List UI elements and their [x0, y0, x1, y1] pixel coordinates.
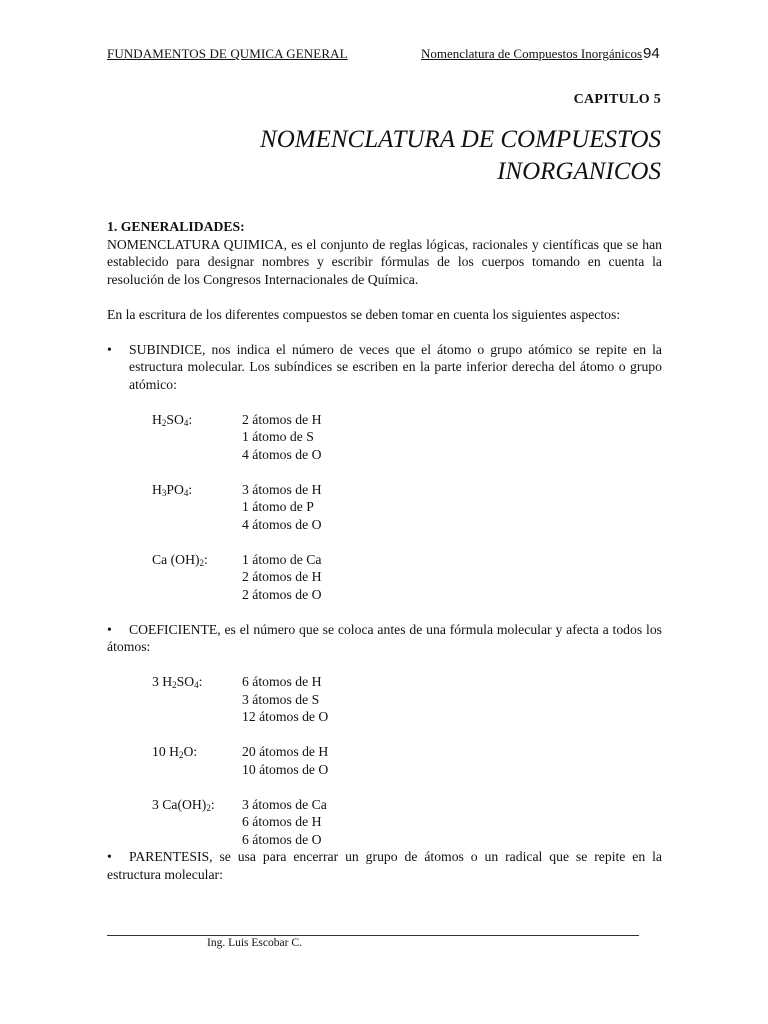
section-heading: 1. GENERALIDADES:: [107, 219, 245, 234]
formula: Ca $(OH)_2$:: [152, 551, 208, 568]
example-subindice-1: [152, 411, 662, 464]
formula: 10 $H_2O$:: [152, 744, 198, 760]
example-subindice-3: [152, 551, 662, 604]
atom-count: 6 átomos de H: [242, 674, 322, 689]
atom-count: 1 átomo de P: [242, 499, 314, 514]
atom-count: 6 átomos de H: [242, 814, 322, 829]
page-number: 94: [643, 45, 660, 62]
bullet-coeficiente-text: COEFICIENTE, es el número que se coloca antes de una fórmula molecular y afecta a todos los átomos:: [107, 621, 662, 654]
paragraph-definition: NOMENCLATURA QUIMICA, es el conjunto de reglas lógicas, racionales y científicas que se han establecido para designar nombres y escribir fórmulas de los cuerpos tomando en cuenta la resolución de los Congresos Internacionales de Química.: [107, 236, 662, 287]
atom-count: 20 átomos de H: [242, 744, 329, 759]
footer-author: Ing. Luis Escobar C.: [207, 937, 302, 949]
atom-count: 2 átomos de H: [242, 569, 322, 584]
running-header-book-title: FUNDAMENTOS DE QUMICA GENERAL: [107, 46, 348, 61]
chapter-label: CAPITULO 5: [573, 92, 661, 107]
atom-count: 2 átomos de H: [242, 411, 322, 427]
example-coeficiente-3: [152, 796, 662, 849]
bullet-icon: •: [107, 621, 112, 637]
example-coeficiente-2: [152, 743, 662, 778]
atom-count: 3 átomos de H: [242, 481, 322, 497]
atom-count: 4 átomos de O: [242, 516, 322, 532]
paragraph-aspects: En la escritura de los diferentes compuestos se deben tomar en cuenta los siguientes aspectos:: [107, 306, 621, 322]
formula: 3 $Ca(OH)_2$:: [152, 796, 215, 813]
chapter-title: [141, 124, 661, 188]
running-header-chapter-title: Nomenclatura de Compuestos Inorgánicos: [421, 46, 643, 61]
example-subindice-2: [152, 481, 662, 534]
atom-count: 3 átomos de S: [242, 691, 320, 707]
bullet-icon: •: [107, 849, 112, 864]
atom-count: 3 átomos de Ca: [242, 796, 327, 812]
bullet-parentesis-text: PARENTESIS, se usa para encerrar un grupo de átomos o un radical que se repite en la estructura molecular:: [107, 849, 662, 882]
chapter-title-line-1: NOMENCLATURA DE COMPUESTOS: [260, 126, 661, 153]
bullet-coeficiente: [107, 621, 662, 656]
example-coeficiente-1: [152, 673, 662, 726]
formula: $H_2SO_4$:: [152, 411, 193, 428]
atom-count: 1 átomo de Ca: [242, 551, 322, 567]
formula: $H_3PO_4$:: [152, 481, 193, 498]
footer-rule: [107, 935, 639, 936]
atom-count: 6 átomos de O: [242, 831, 322, 847]
atom-count: 2 átomos de O: [242, 586, 322, 602]
page-body: [107, 218, 662, 883]
atom-count: 10 átomos de O: [242, 761, 329, 777]
bullet-icon: •: [107, 341, 112, 357]
atom-count: 1 átomo de S: [242, 429, 314, 444]
formula: 3 $H_2SO_4$:: [152, 674, 203, 690]
atom-count: 12 átomos de O: [242, 709, 329, 724]
bullet-subindice-text: SUBINDICE, nos indica el número de veces que el átomo o grupo atómico se repite en la estructura molecular. Los subíndices se escriben en la parte inferior derecha del átomo o grupo atómico:: [129, 341, 662, 392]
bullet-subindice: [107, 341, 662, 394]
chapter-title-line-2: INORGANICOS: [497, 158, 661, 185]
bullet-parentesis: [107, 848, 662, 883]
atom-count: 4 átomos de O: [242, 446, 322, 462]
